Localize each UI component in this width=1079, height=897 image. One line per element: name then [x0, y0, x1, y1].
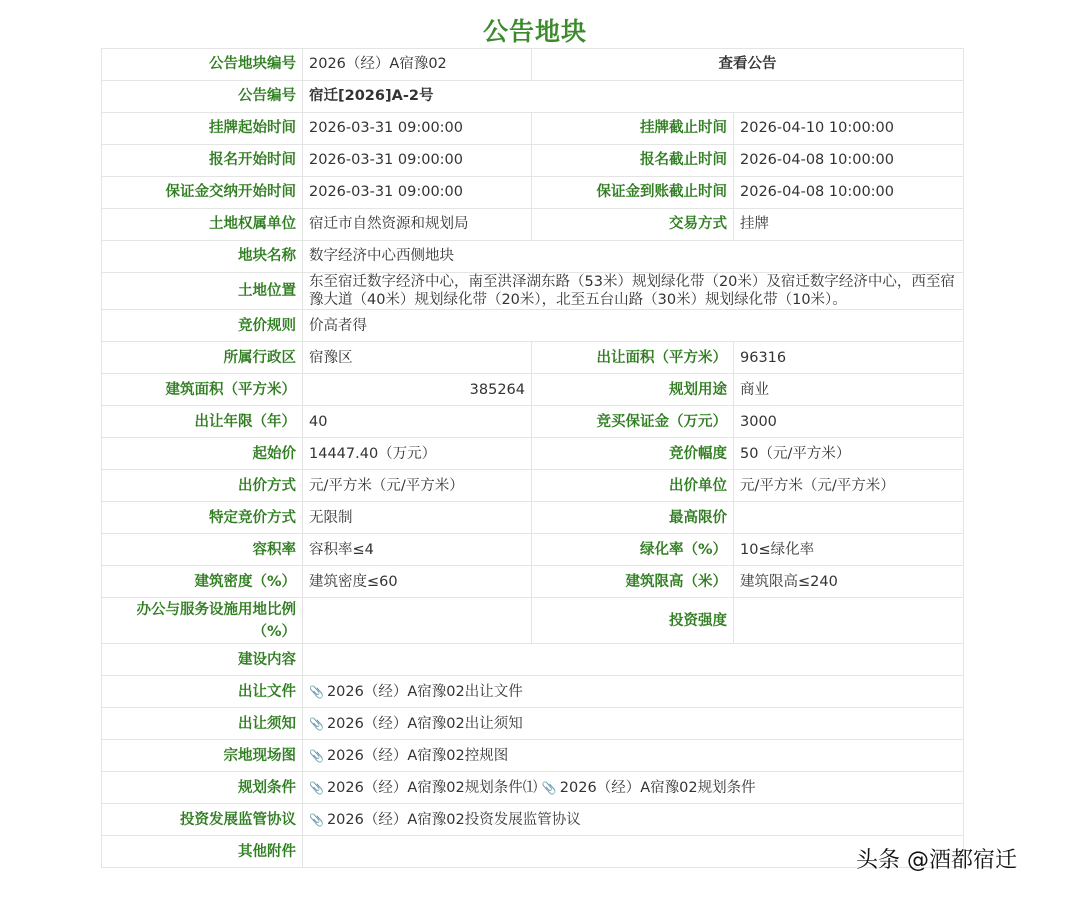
other-label: 其他附件: [102, 836, 303, 868]
table-row: [102, 438, 964, 470]
planning-cell: [303, 772, 964, 804]
table-row: [102, 644, 964, 676]
increment-value: 50（元/平方米）: [734, 438, 964, 470]
use-label: 规划用途: [532, 374, 734, 406]
density-value: 建筑密度≤60: [303, 566, 532, 598]
table-row: [102, 310, 964, 342]
notice-no-label: 公告编号: [102, 81, 303, 113]
green-value: 10≤绿化率: [734, 534, 964, 566]
trade-mode-value: 挂牌: [734, 209, 964, 241]
notice-no-value: 宿迁[2026]A-2号: [303, 81, 964, 113]
bid-method-value: 元/平方米（元/平方米）: [303, 470, 532, 502]
table-row: [102, 81, 964, 113]
deposit-end-value: 2026-04-08 10:00:00: [734, 177, 964, 209]
table-row: [102, 209, 964, 241]
area-value: 96316: [734, 342, 964, 374]
floor-area-label: 建筑面积（平方米）: [102, 374, 303, 406]
bid-unit-label: 出价单位: [532, 470, 734, 502]
floor-area-value: 385264: [303, 374, 532, 406]
site-map-label: 宗地现场图: [102, 740, 303, 772]
content-label: 建设内容: [102, 644, 303, 676]
invest-agreement-cell: [303, 804, 964, 836]
height-value: 建筑限高≤240: [734, 566, 964, 598]
table-row: [102, 708, 964, 740]
table-row: [102, 470, 964, 502]
table-row: [102, 836, 964, 868]
plot-name-value: 数字经济中心西侧地块: [303, 241, 964, 273]
transfer-notice-label: 出让须知: [102, 708, 303, 740]
deposit-start-value: 2026-03-31 09:00:00: [303, 177, 532, 209]
listing-end-label: 挂牌截止时间: [532, 113, 734, 145]
plot-no-label: 公告地块编号: [102, 49, 303, 81]
table-row: [102, 406, 964, 438]
signup-start-label: 报名开始时间: [102, 145, 303, 177]
transfer-notice-cell: [303, 708, 964, 740]
use-value: 商业: [734, 374, 964, 406]
attachment-link[interactable]: 2026（经）A宿豫02控规图: [326, 747, 509, 764]
max-price-value: [734, 502, 964, 534]
table-row: [102, 502, 964, 534]
listing-start-value: 2026-03-31 09:00:00: [303, 113, 532, 145]
bid-unit-value: 元/平方米（元/平方米）: [734, 470, 964, 502]
paperclip-icon: 📎: [309, 780, 324, 795]
signup-start-value: 2026-03-31 09:00:00: [303, 145, 532, 177]
table-row: [102, 772, 964, 804]
bid-rule-value: 价高者得: [303, 310, 964, 342]
table-row: [102, 740, 964, 772]
table-row: [102, 804, 964, 836]
content-value: [303, 644, 964, 676]
table-row: [102, 49, 964, 81]
plot-name-label: 地块名称: [102, 241, 303, 273]
attachment-link[interactable]: 2026（经）A宿豫02投资发展监管协议: [326, 811, 581, 828]
paperclip-icon: 📎: [541, 780, 557, 795]
bid-rule-label: 竞价规则: [102, 310, 303, 342]
table-row: [102, 241, 964, 273]
table-row: [102, 113, 964, 145]
bid-deposit-value: 3000: [734, 406, 964, 438]
listing-end-value: 2026-04-10 10:00:00: [734, 113, 964, 145]
term-value: 40: [303, 406, 532, 438]
site-map-cell: [303, 740, 964, 772]
paperclip-icon: 📎: [309, 748, 324, 763]
district-label: 所属行政区: [102, 342, 303, 374]
watermark: 头条 @酒都宿迁: [856, 848, 1017, 873]
owner-value: 宿迁市自然资源和规划局: [303, 209, 532, 241]
table-row: [102, 598, 964, 644]
planning-label: 规划条件: [102, 772, 303, 804]
invest-intensity-value: [734, 598, 964, 644]
office-ratio-label: 办公与服务设施用地比例（%）: [102, 598, 303, 644]
transfer-file-label: 出让文件: [102, 676, 303, 708]
density-label: 建筑密度（%）: [102, 566, 303, 598]
start-price-label: 起始价: [102, 438, 303, 470]
paperclip-icon: 📎: [309, 812, 324, 827]
table-row: [102, 374, 964, 406]
invest-intensity-label: 投资强度: [532, 598, 734, 644]
attachment-link[interactable]: 2026（经）A宿豫02规划条件⑴: [326, 779, 538, 796]
table-row: [102, 534, 964, 566]
table-row: [102, 145, 964, 177]
attachment-link[interactable]: 2026（经）A宿豫02出让须知: [326, 715, 523, 732]
increment-label: 竞价幅度: [532, 438, 734, 470]
far-label: 容积率: [102, 534, 303, 566]
page-title: 公告地块: [482, 17, 587, 46]
signup-end-label: 报名截止时间: [532, 145, 734, 177]
paperclip-icon: 📎: [309, 684, 324, 699]
view-notice-link[interactable]: 查看公告: [532, 49, 964, 81]
location-label: 土地位置: [102, 273, 303, 310]
height-label: 建筑限高（米）: [532, 566, 734, 598]
attachment-link[interactable]: 2026（经）A宿豫02规划条件: [559, 779, 756, 796]
term-label: 出让年限（年）: [102, 406, 303, 438]
special-bid-value: 无限制: [303, 502, 532, 534]
green-label: 绿化率（%）: [532, 534, 734, 566]
location-value: 东至宿迁数字经济中心，南至洪泽湖东路（53米）规划绿化带（20米）及宿迁数字经济中心，西至宿豫大道（40米）规划绿化带（20米），北至五台山路（30米）规划绿化带（10米）。: [303, 273, 964, 310]
owner-label: 土地权属单位: [102, 209, 303, 241]
listing-start-label: 挂牌起始时间: [102, 113, 303, 145]
bid-deposit-label: 竞买保证金（万元）: [532, 406, 734, 438]
start-price-value: 14447.40（万元）: [303, 438, 532, 470]
special-bid-label: 特定竞价方式: [102, 502, 303, 534]
table-row: [102, 566, 964, 598]
district-value: 宿豫区: [303, 342, 532, 374]
table-row: [102, 273, 964, 310]
table-row: [102, 177, 964, 209]
plot-no-value: 2026（经）A宿豫02: [303, 49, 532, 81]
area-label: 出让面积（平方米）: [532, 342, 734, 374]
invest-agreement-label: 投资发展监管协议: [102, 804, 303, 836]
signup-end-value: 2026-04-08 10:00:00: [734, 145, 964, 177]
trade-mode-label: 交易方式: [532, 209, 734, 241]
attachment-link[interactable]: 2026（经）A宿豫02出让文件: [326, 683, 523, 700]
table-row: [102, 676, 964, 708]
deposit-start-label: 保证金交纳开始时间: [102, 177, 303, 209]
office-ratio-value: [303, 598, 532, 644]
transfer-file-cell: [303, 676, 964, 708]
bid-method-label: 出价方式: [102, 470, 303, 502]
far-value: 容积率≤4: [303, 534, 532, 566]
deposit-end-label: 保证金到账截止时间: [532, 177, 734, 209]
plot-info-table: [101, 48, 964, 868]
max-price-label: 最高限价: [532, 502, 734, 534]
paperclip-icon: 📎: [309, 716, 324, 731]
table-row: [102, 342, 964, 374]
